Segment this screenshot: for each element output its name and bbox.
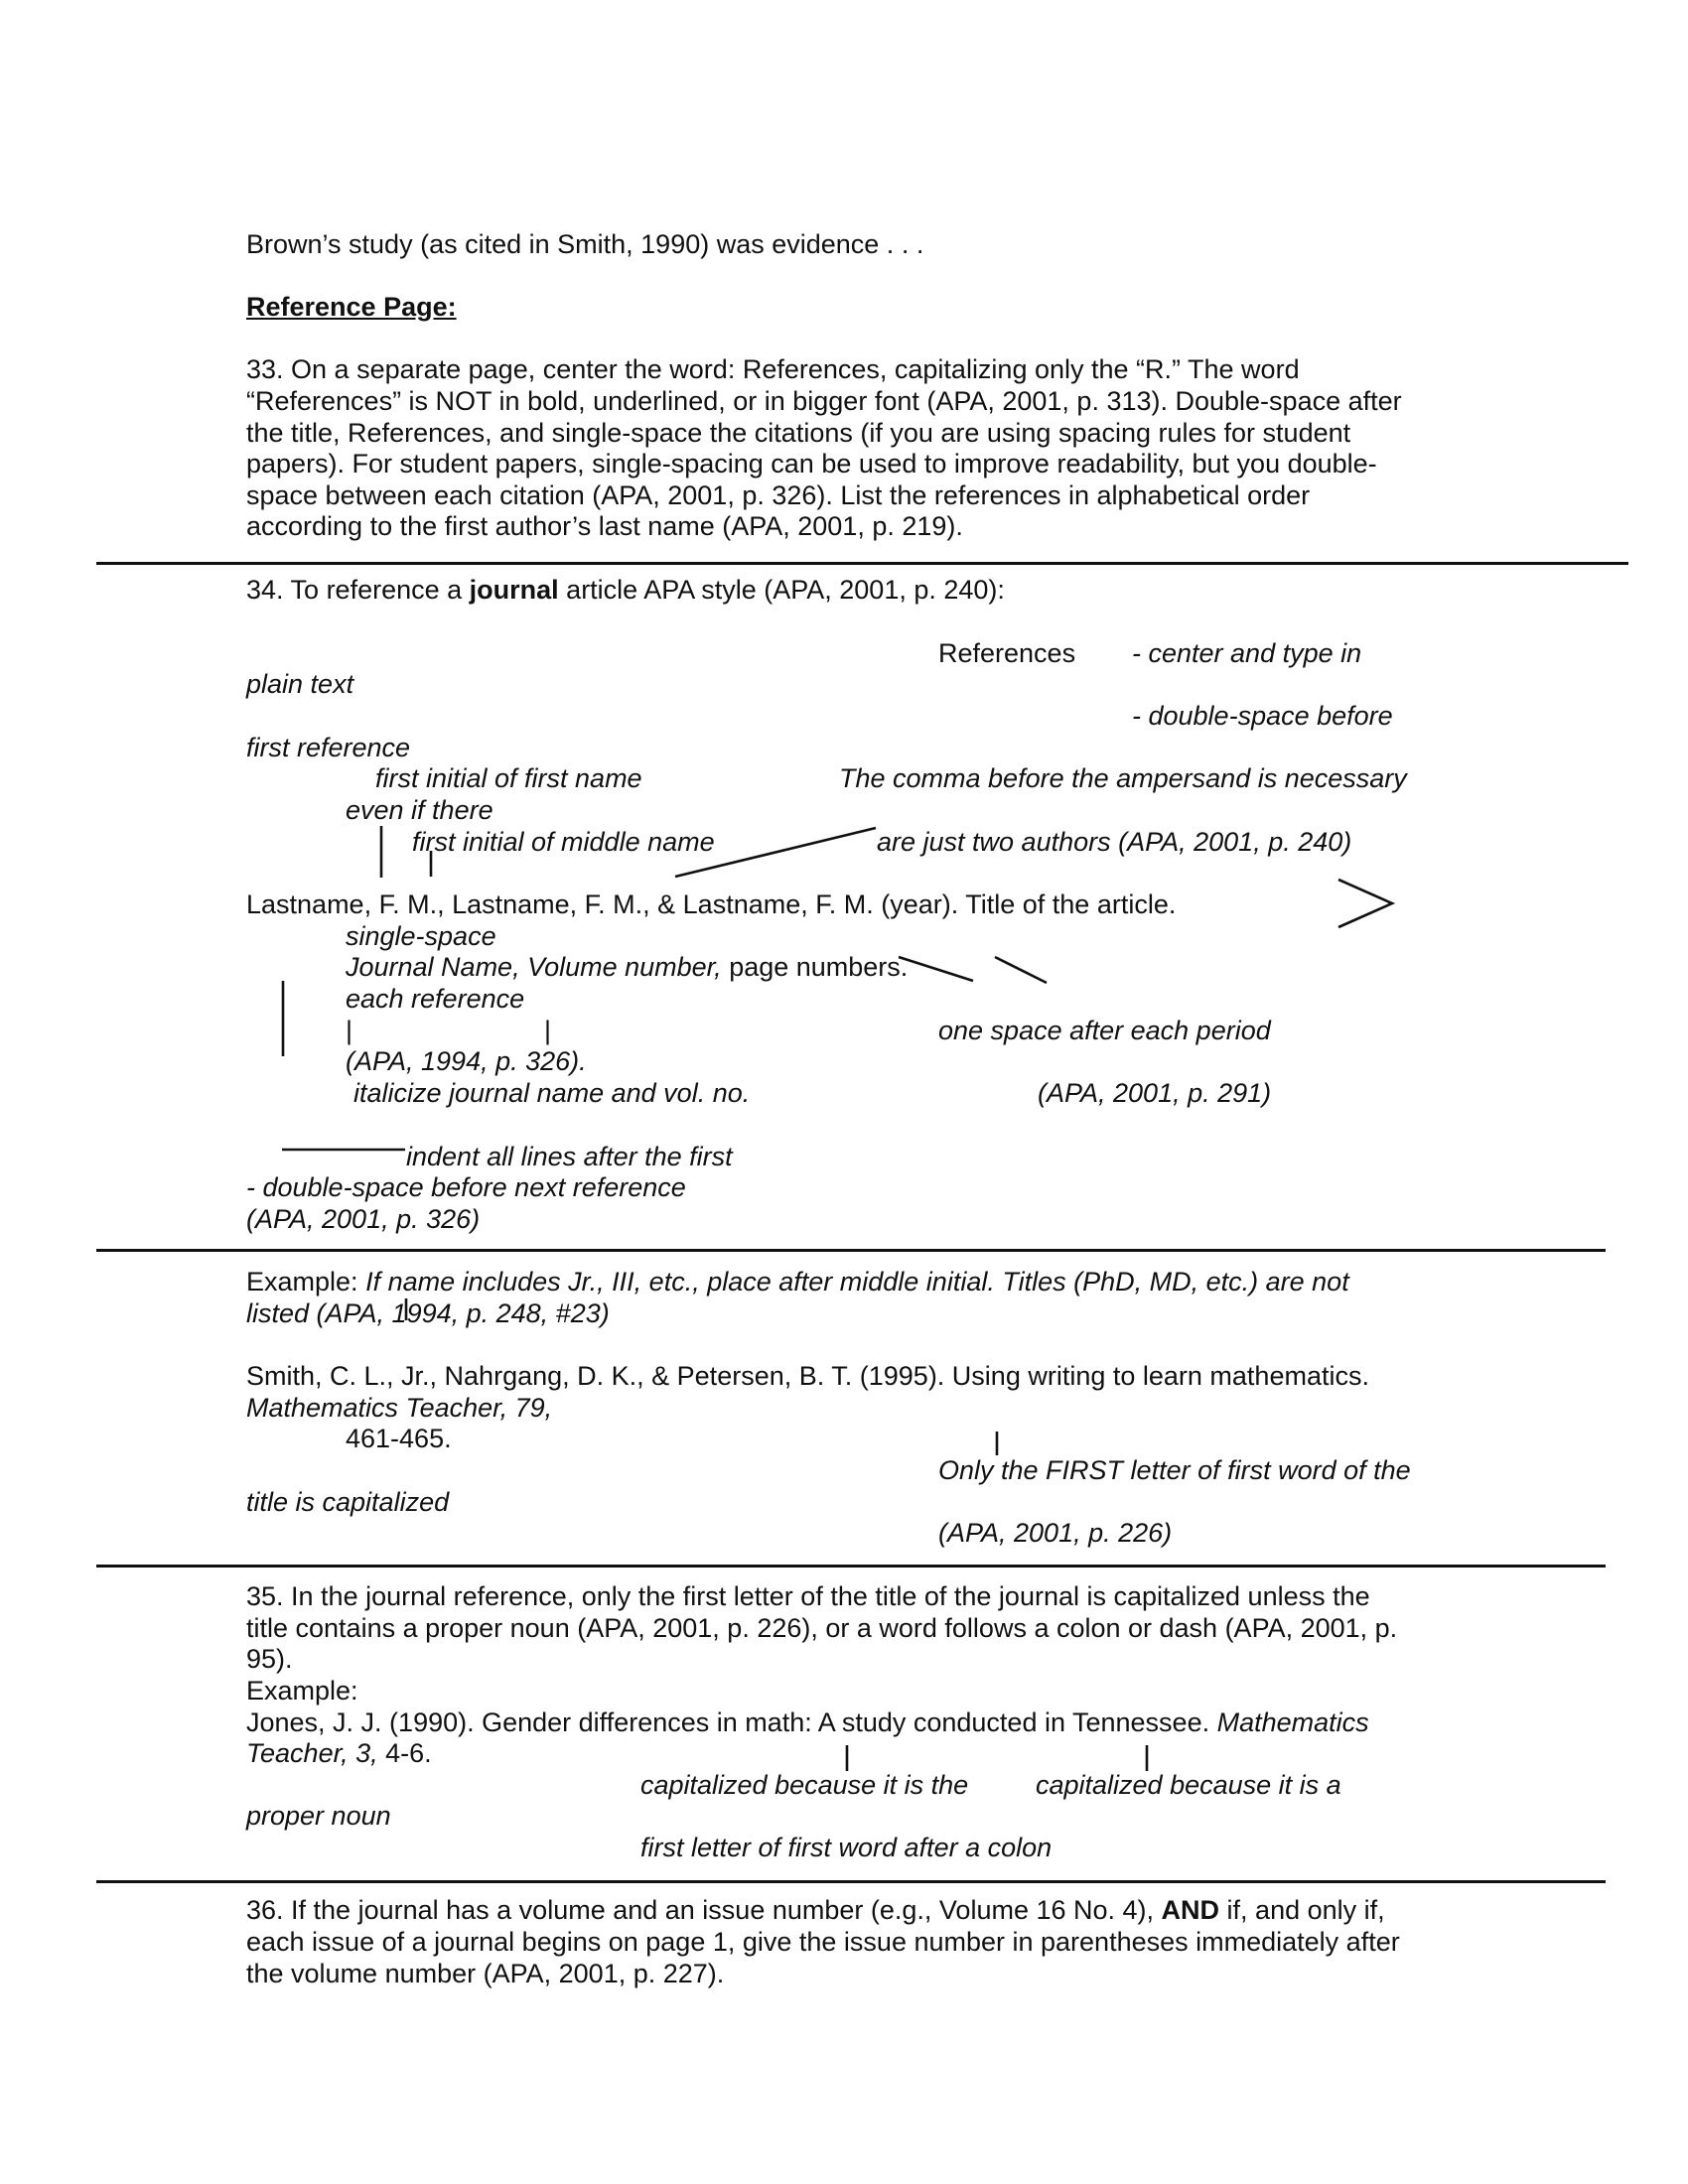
example1-note-cont: listed (APA, 1994, p. 248, #23) — [246, 1298, 610, 1328]
note-italicize: italicize journal name and vol. no. — [353, 1078, 751, 1108]
item35-line: title contains a proper noun (APA, 2001, p. 226), or a word follows a colon or dash (APA, 2001, p. — [246, 1613, 1398, 1643]
note-title-cap: title is capitalized — [246, 1487, 450, 1517]
divider-rule — [96, 1249, 1606, 1252]
pointer-line — [899, 957, 973, 981]
note-double-space: - double-space before — [1132, 701, 1393, 731]
note-cap-first: capitalized because it is the — [640, 1770, 969, 1800]
example1-reference: Smith, C. L., Jr., Nahrgang, D. K., & Petersen, B. T. (1995). Using writing to learn mathematics. — [246, 1361, 1369, 1391]
note-single-space: single-space — [346, 921, 496, 951]
note-indent: indent all lines after the first — [406, 1142, 733, 1171]
pointer-line — [995, 957, 1047, 983]
example1-note: Example: If name includes Jr., III, etc., place after middle initial. Titles (PhD, MD, etc.) are not — [246, 1267, 1349, 1297]
citation-1994: (APA, 1994, p. 326). — [346, 1046, 587, 1076]
note-plain-text: plain text — [246, 669, 354, 699]
bar-glyph: | — [544, 1016, 552, 1045]
section-heading: Reference Page: — [246, 292, 457, 322]
item33-line: the title, References, and single-space the citations (if you are using spacing rules for student — [246, 418, 1351, 448]
journal-template-line: Journal Name, Volume number, page numbers. — [346, 952, 909, 982]
note-after-colon: first letter of first word after a colon — [640, 1833, 1053, 1862]
note-double-space-next: - double-space before next reference — [246, 1172, 686, 1202]
note-proper-noun: proper noun — [246, 1801, 391, 1831]
item35-line: 95). — [246, 1644, 293, 1674]
divider-rule — [96, 1880, 1606, 1883]
note-first-reference: first reference — [246, 733, 411, 762]
item36-line: the volume number (APA, 2001, p. 227). — [246, 1959, 725, 1988]
item36-line: each issue of a journal begins on page 1, give the issue number in parentheses immediately after — [246, 1927, 1400, 1957]
note-cap-proper: capitalized because it is a — [1036, 1770, 1341, 1800]
item33-line: 33. On a separate page, center the word: References, capitalizing only the “R.” The word — [246, 354, 1300, 384]
item35-line: 35. In the journal reference, only the first letter of the title of the journal is capitalized unless the — [246, 1581, 1370, 1611]
bar-glyph: | — [346, 1016, 353, 1045]
references-word: References — [938, 638, 1076, 668]
note-center: - center and type in — [1132, 638, 1362, 668]
note-each-reference: each reference — [346, 984, 525, 1014]
note-first-initial: first initial of first name — [375, 763, 642, 793]
item34-lead: 34. To reference a journal article APA style (APA, 2001, p. 240): — [246, 575, 1005, 605]
note-comma: The comma before the ampersand is necessary — [839, 763, 1407, 793]
example1-pages: 461-465. — [346, 1424, 452, 1453]
divider-rule — [96, 562, 1628, 565]
item33-line: space between each citation (APA, 2001, p. 326). List the references in alphabetical order — [246, 480, 1311, 510]
note-two-authors: are just two authors (APA, 2001, p. 240) — [877, 827, 1352, 857]
citation-226: (APA, 2001, p. 226) — [938, 1518, 1173, 1548]
citation-291: (APA, 2001, p. 291) — [1038, 1078, 1272, 1108]
note-middle-initial: first initial of middle name — [412, 827, 715, 857]
item33-line: “References” is NOT in bold, underlined, or in bigger font (APA, 2001, p. 313). Double-space after — [246, 386, 1402, 416]
note-one-space: one space after each period — [938, 1016, 1271, 1045]
citation-326: (APA, 2001, p. 326) — [246, 1204, 481, 1234]
example2-reference: Jones, J. J. (1990). Gender differences in math: A study conducted in Tennessee. Mathematics — [246, 1707, 1369, 1737]
intro-text: Brown’s study (as cited in Smith, 1990) was evidence . . . — [246, 229, 924, 259]
example1-journal: Mathematics Teacher, 79, — [246, 1393, 553, 1423]
note-even-if: even if there — [346, 795, 493, 825]
bracket-arrow — [1338, 880, 1392, 927]
example2-label: Example: — [246, 1676, 358, 1706]
item33-line: papers). For student papers, single-spacing can be used to improve readability, but you double- — [246, 449, 1377, 478]
divider-rule — [96, 1565, 1606, 1568]
item36-line: 36. If the journal has a volume and an issue number (e.g., Volume 16 No. 4), AND if, and only if, — [246, 1895, 1385, 1925]
example2-reference-cont: Teacher, 3, 4-6. — [246, 1738, 432, 1768]
note-only-first: Only the FIRST letter of first word of the — [938, 1455, 1411, 1485]
reference-template-line: Lastname, F. M., Lastname, F. M., & Lastname, F. M. (year). Title of the article. — [246, 889, 1177, 919]
item33-line: according to the first author’s last name (APA, 2001, p. 219). — [246, 511, 963, 541]
